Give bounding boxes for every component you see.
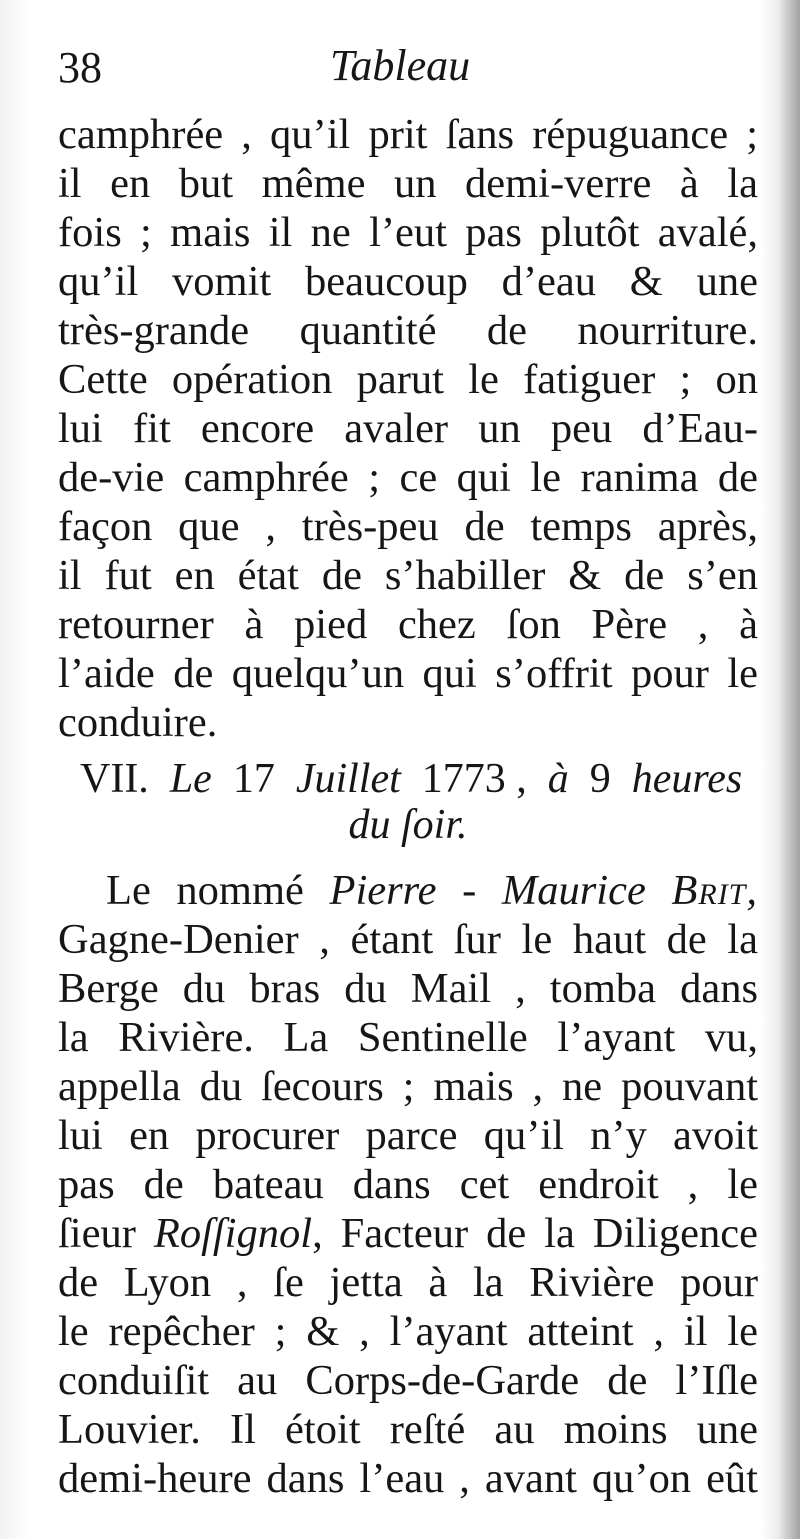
section-heading-line-2: du ſoir. bbox=[348, 802, 468, 848]
text-line: Gagne-Denier , étant ſur le haut de la bbox=[58, 916, 758, 963]
section-heading bbox=[58, 756, 758, 848]
person-name: Roſſignol bbox=[153, 1210, 313, 1257]
text-line: lui fit encore avaler un peu d’Eau- bbox=[58, 405, 758, 452]
section-time-hour: 9 bbox=[589, 756, 611, 802]
paragraph-1 bbox=[58, 110, 758, 747]
text-span: Le nommé bbox=[106, 867, 304, 914]
person-surname: Brit, bbox=[671, 867, 758, 914]
text-span: ſieur bbox=[58, 1210, 136, 1257]
section-date-month: Juillet bbox=[295, 756, 401, 802]
text-line: de Lyon , ſe jetta à la Rivière pour bbox=[58, 1259, 758, 1306]
text-line: retourner à pied chez ſon Père , à bbox=[58, 601, 758, 648]
text-line: conduiſit au Corps-de-Garde de l’Iſle bbox=[58, 1357, 758, 1404]
text-line: camphrée , qu’il prit ſans répuguance ; bbox=[58, 111, 758, 158]
person-name: Pierre - Maurice bbox=[329, 867, 646, 914]
text-line: le repêcher ; & , l’ayant atteint , il le bbox=[58, 1308, 758, 1355]
section-date-day: 17 bbox=[232, 756, 275, 802]
text-line: fois ; mais il ne l’eut pas plutôt avalé, bbox=[58, 209, 758, 256]
text-line: Louvier. Il étoit reſté au moins une bbox=[58, 1406, 758, 1453]
text-line bbox=[58, 866, 758, 915]
text-line: appella du ſecours ; mais , ne pouvant bbox=[58, 1063, 758, 1110]
text-line: de-vie camphrée ; ce qui le ranima de bbox=[58, 454, 758, 501]
text-line: pas de bateau dans cet endroit , le bbox=[58, 1161, 758, 1208]
text-line bbox=[58, 1209, 758, 1258]
page-number: 38 bbox=[58, 43, 102, 92]
text-line: conduire. bbox=[58, 699, 218, 746]
text-span: , Facteur de la Diligence bbox=[312, 1210, 758, 1257]
text-line: l’aide de quelqu’un qui s’offrit pour le bbox=[58, 650, 758, 697]
running-title: Tableau bbox=[330, 41, 471, 90]
page-header bbox=[58, 40, 758, 100]
text-line: qu’il vomit beaucoup d’eau & une bbox=[58, 258, 758, 305]
text-line: demi-heure dans l’eau , avant qu’on eût bbox=[58, 1455, 758, 1502]
section-number: VII. bbox=[80, 756, 149, 802]
text-line: façon que , très-peu de temps après, bbox=[58, 503, 758, 550]
text-line: Cette opération parut le fatiguer ; on bbox=[58, 356, 758, 403]
text-line: très-grande quantité de nourriture. bbox=[58, 307, 758, 354]
text-line: il en but même un demi-verre à la bbox=[58, 160, 758, 207]
section-time-heures: heures bbox=[631, 756, 743, 802]
section-time-a: à bbox=[547, 756, 569, 802]
section-heading-line-1 bbox=[58, 756, 758, 802]
text-line: lui en procurer parce qu’il n’y avoit bbox=[58, 1112, 758, 1159]
text-line: Berge du bras du Mail , tomba dans bbox=[58, 965, 758, 1012]
text-line: la Rivière. La Sentinelle l’ayant vu, bbox=[58, 1014, 758, 1061]
text-line: il fut en état de s’habiller & de s’en bbox=[58, 552, 758, 599]
paragraph-2 bbox=[58, 866, 758, 1503]
section-date-year: 1773 , bbox=[421, 756, 527, 802]
section-date-le: Le bbox=[169, 756, 212, 802]
